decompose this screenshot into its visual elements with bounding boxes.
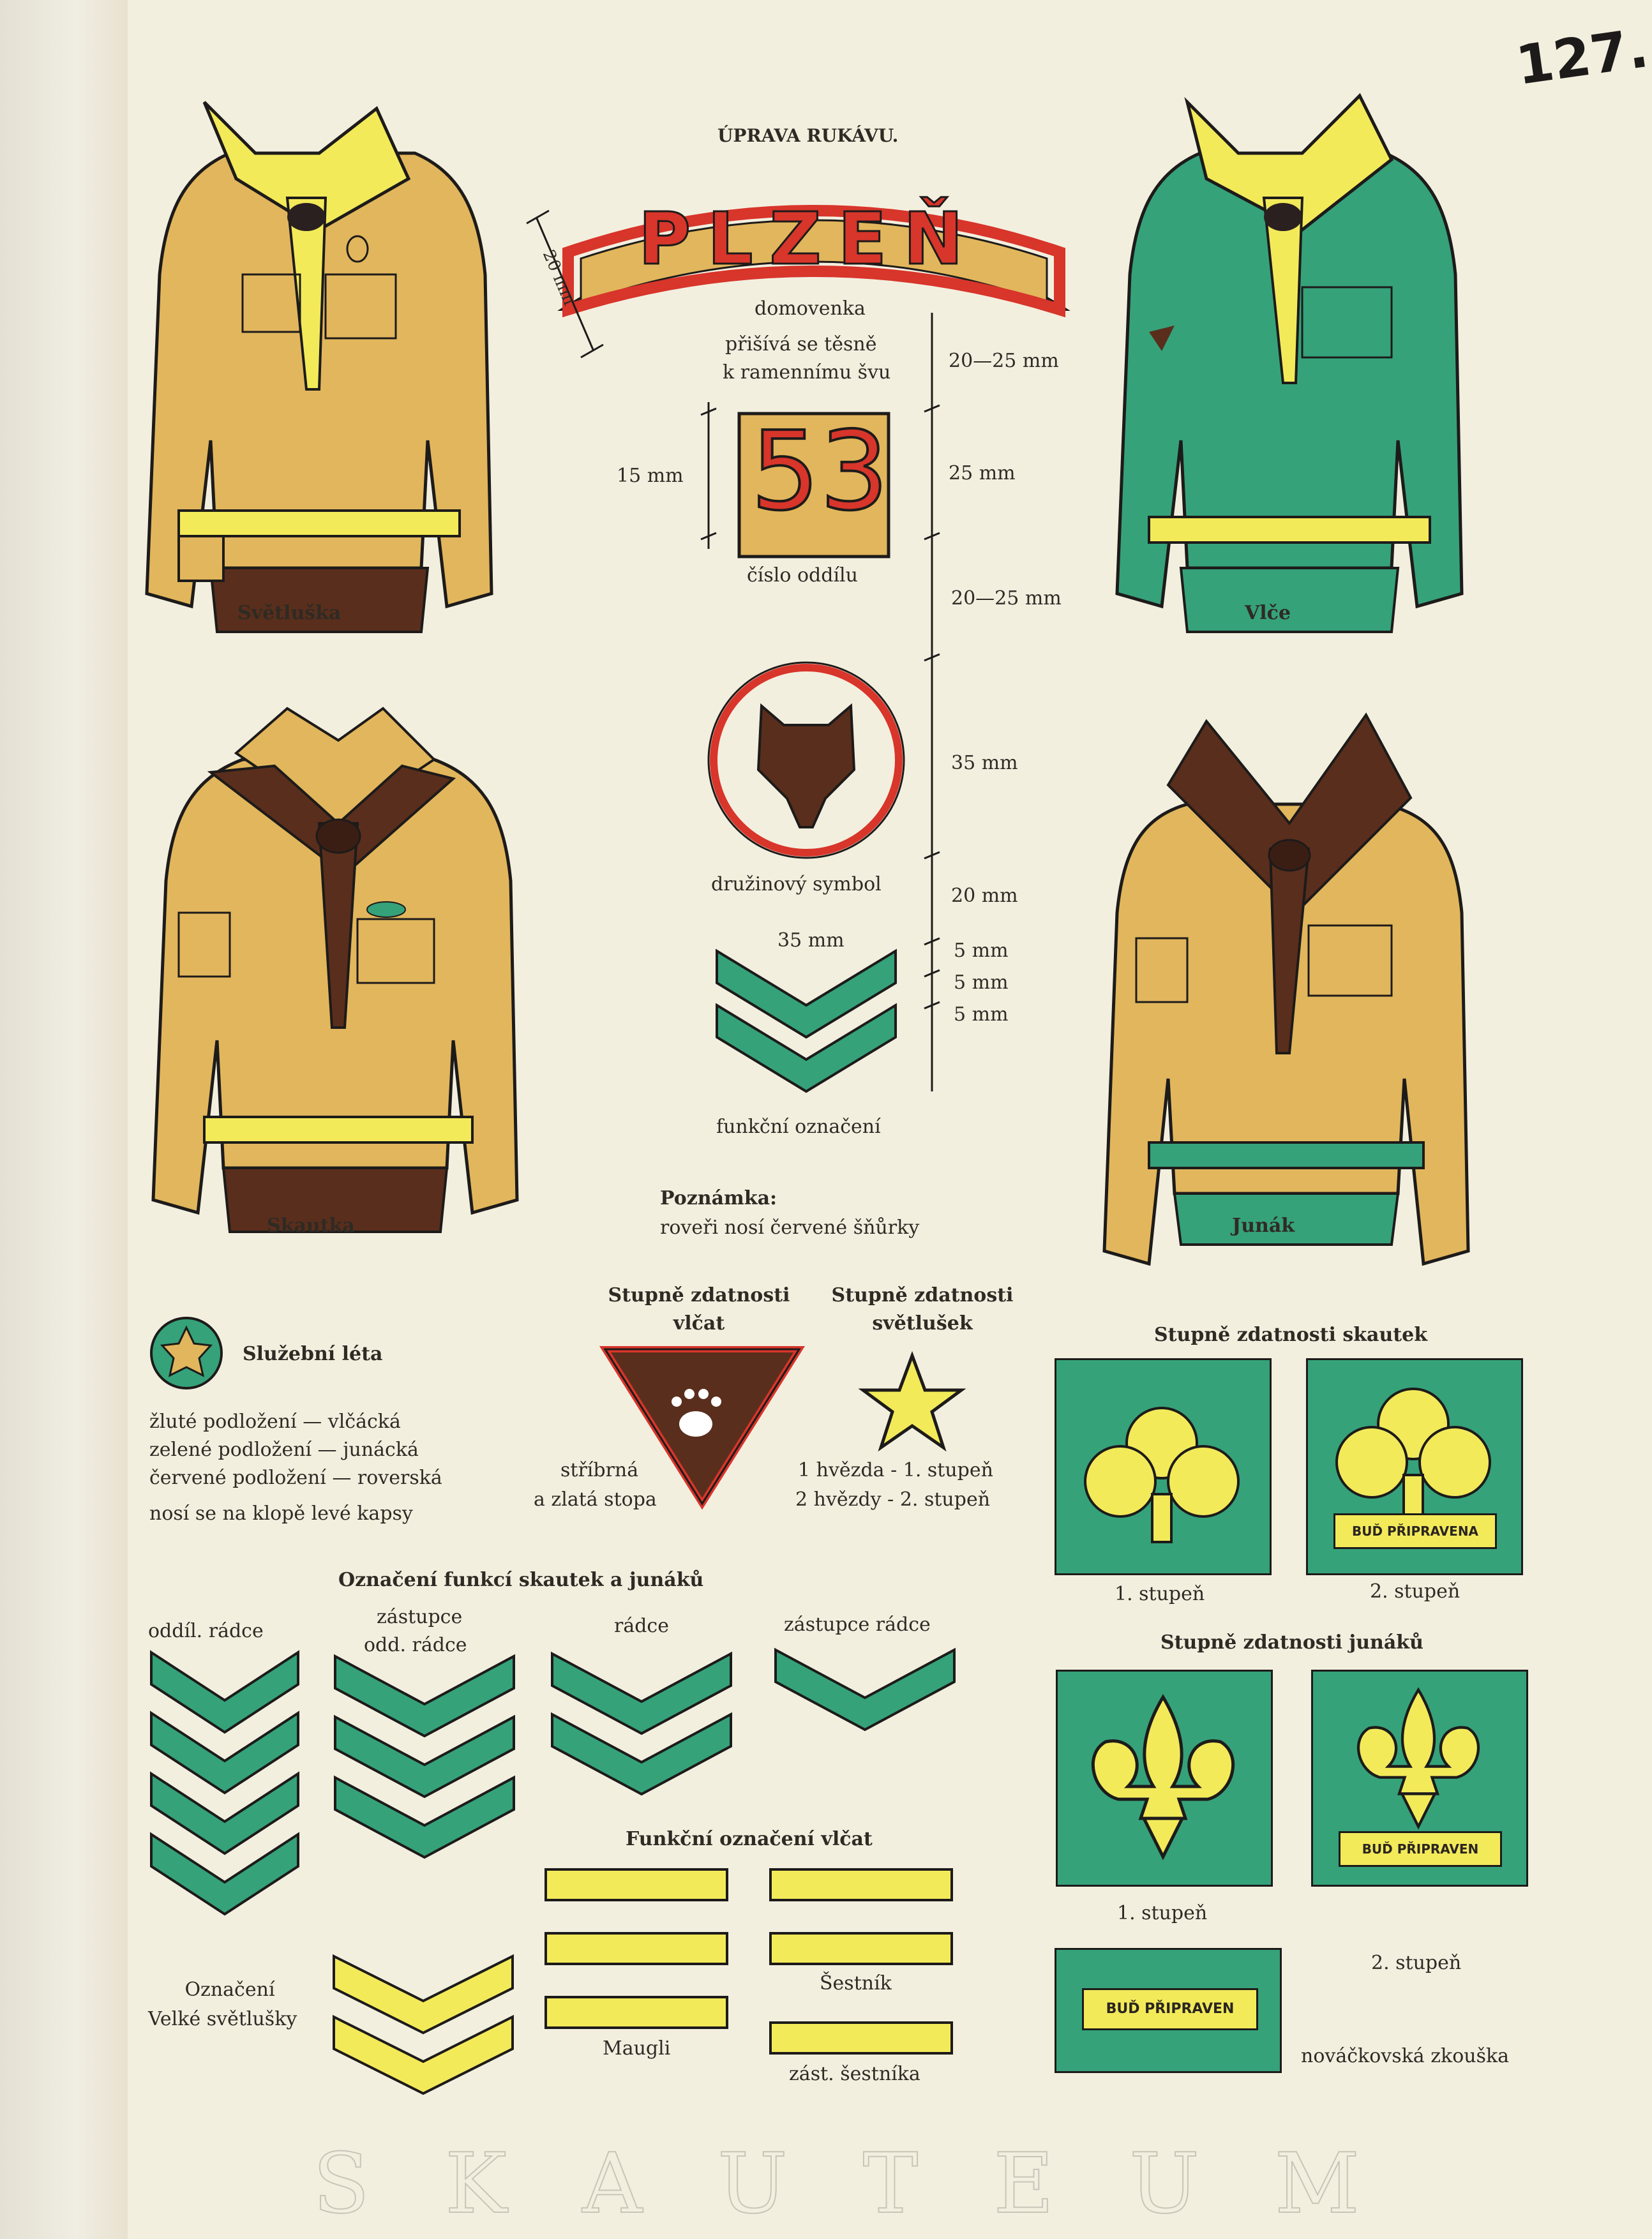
function-2-chevrons <box>332 1653 517 1870</box>
watermark-letter: U <box>717 2135 788 2232</box>
service-line-1: žluté podložení — vlčácká <box>149 1411 401 1433</box>
function-caption: funkční označení <box>716 1116 881 1138</box>
service-line-2: zelené podložení — junácká <box>149 1439 419 1461</box>
chevron-width-label: 35 mm <box>777 929 845 952</box>
page-number: 127. <box>1512 17 1652 97</box>
novice-caption: nováčkovská zkouška <box>1301 2045 1510 2067</box>
gap-3-label: 20—25 mm <box>951 587 1062 610</box>
unit-number-text: 53 <box>751 408 889 535</box>
maugli-label: Maugli <box>603 2037 671 2060</box>
sleeve-dimension-line <box>919 313 945 1098</box>
function-4-chevrons <box>772 1647 957 1736</box>
scout-grade-2-badge <box>1311 1670 1528 1887</box>
scout-grade-1-badge <box>1056 1670 1273 1887</box>
patrol-symbol-badge <box>707 661 905 859</box>
guide-grades-title: Stupně zdatnosti skautek <box>1154 1324 1428 1346</box>
big-brownie-label-1: Označení <box>184 1979 275 2001</box>
skautka-label: Skautka <box>267 1215 355 1237</box>
scout-grades-title: Stupně zdatnosti junáků <box>1160 1631 1423 1654</box>
junak-shirt-illustration <box>1079 708 1494 1283</box>
skautka-shirt-illustration <box>128 696 562 1251</box>
service-line-3: červené podložení — roverská <box>149 1467 442 1489</box>
cubs-functions-title: Funkční označení vlčat <box>626 1828 873 1850</box>
function-chevrons <box>714 938 899 1098</box>
domovenka-note-1: přišívá se těsně <box>725 333 877 356</box>
home-town-badge-text: PLZEŇ <box>638 198 980 281</box>
vlce-shirt-illustration <box>1098 83 1494 670</box>
gap-4-label: 35 mm <box>951 752 1018 774</box>
guide-motto-scroll: BUĎ PŘIPRAVENA <box>1333 1513 1497 1549</box>
zast-sestnika-label: zást. šestníka <box>789 2063 920 2085</box>
brownie-grades-title-1: Stupně zdatnosti <box>831 1284 1014 1307</box>
note-text: roveři nosí červené šňůrky <box>660 1217 920 1239</box>
function-1-chevrons <box>148 1649 301 1930</box>
gap-6-label: 5 mm <box>954 940 1009 962</box>
function-4-label: zástupce rádce <box>784 1614 931 1636</box>
cubs-grades-caption-1: stříbrná <box>560 1459 639 1481</box>
service-years-badge <box>148 1315 225 1391</box>
guide-grade-2-badge <box>1306 1358 1523 1575</box>
unit-size-label: 15 mm <box>617 465 684 487</box>
cubs-grades-title-1: Stupně zdatnosti <box>608 1284 790 1307</box>
svetluska-shirt-illustration <box>128 83 523 670</box>
watermark-letter: T <box>862 2135 919 2232</box>
service-line-4: nosí se na klopě levé kapsy <box>149 1502 413 1525</box>
gap-2-label: 25 mm <box>949 462 1016 484</box>
trefoil-icon <box>1082 1405 1242 1545</box>
fleur-de-lis-icon <box>1083 1691 1243 1869</box>
trefoil-icon <box>1333 1386 1493 1526</box>
watermark-letter: M <box>1274 2135 1360 2232</box>
service-years-title: Služební léta <box>243 1343 383 1365</box>
function-2-label-a: zástupce <box>377 1606 463 1628</box>
brownie-star-icon <box>858 1351 966 1459</box>
junak-label: Junák <box>1232 1215 1295 1237</box>
novice-badge <box>1055 1948 1282 2073</box>
watermark-letter: U <box>1129 2135 1199 2232</box>
function-3-label: rádce <box>614 1615 669 1637</box>
maugli-stripes <box>544 1868 729 2033</box>
brownie-grades-caption-1: 1 hvězda - 1. stupeň <box>798 1459 993 1481</box>
badge-height-label: 20 mm <box>538 247 579 308</box>
gap-7-label: 5 mm <box>954 971 1009 994</box>
scout-motto-scroll: BUĎ PŘIPRAVEN <box>1339 1831 1502 1867</box>
novice-motto-scroll: BUĎ PŘIPRAVEN <box>1082 1988 1258 2030</box>
sleeve-title: ÚPRAVA RUKÁVU. <box>717 125 899 146</box>
functions-title: Označení funkcí skautek a junáků <box>338 1569 704 1591</box>
svetluska-label: Světluška <box>237 602 342 624</box>
gap-8-label: 5 mm <box>954 1003 1009 1026</box>
function-3-chevrons <box>549 1651 734 1804</box>
unit-size-dimension <box>696 402 721 549</box>
brownie-grades-title-2: světlušek <box>872 1312 973 1335</box>
domovenka-caption: domovenka <box>755 297 866 320</box>
watermark-letter: A <box>582 2135 643 2232</box>
book-gutter <box>0 0 128 2239</box>
sestnik-stripes <box>769 1868 954 1970</box>
watermark-letter: E <box>993 2135 1055 2232</box>
cubs-paw-badge <box>600 1344 804 1510</box>
note-title: Poznámka: <box>660 1187 777 1209</box>
big-brownie-chevrons <box>331 1953 516 2106</box>
watermark <box>313 2135 1360 2232</box>
guide-grade-1-caption: 1. stupeň <box>1115 1583 1205 1605</box>
function-2-label-b: odd. rádce <box>364 1634 467 1656</box>
cubs-grades-caption-2: a zlatá stopa <box>534 1488 657 1511</box>
brownie-grades-caption-2: 2 hvězdy - 2. stupeň <box>795 1488 991 1511</box>
function-1-label: oddíl. rádce <box>148 1620 264 1642</box>
scout-grade-1-caption: 1. stupeň <box>1117 1902 1208 1924</box>
scout-grade-2-caption: 2. stupeň <box>1371 1952 1462 1974</box>
guide-grade-1-badge <box>1055 1358 1272 1575</box>
cubs-grades-title-2: vlčat <box>673 1312 725 1335</box>
sestnik-label: Šestník <box>820 1972 892 1995</box>
gap-5-label: 20 mm <box>951 885 1018 907</box>
watermark-letter: K <box>445 2135 507 2232</box>
guide-grade-2-caption: 2. stupeň <box>1370 1580 1461 1603</box>
gap-1-label: 20—25 mm <box>949 350 1059 372</box>
fleur-de-lis-icon <box>1339 1684 1498 1838</box>
vlce-label: Vlče <box>1245 602 1291 624</box>
zast-sestnika-stripe <box>769 2021 954 2059</box>
watermark-letter: S <box>313 2135 370 2232</box>
big-brownie-label-2: Velké světlušky <box>148 2008 297 2030</box>
patrol-symbol-caption: družinový symbol <box>711 873 882 895</box>
domovenka-note-2: k ramennímu švu <box>723 361 891 384</box>
unit-number-caption: číslo oddílu <box>747 564 858 587</box>
